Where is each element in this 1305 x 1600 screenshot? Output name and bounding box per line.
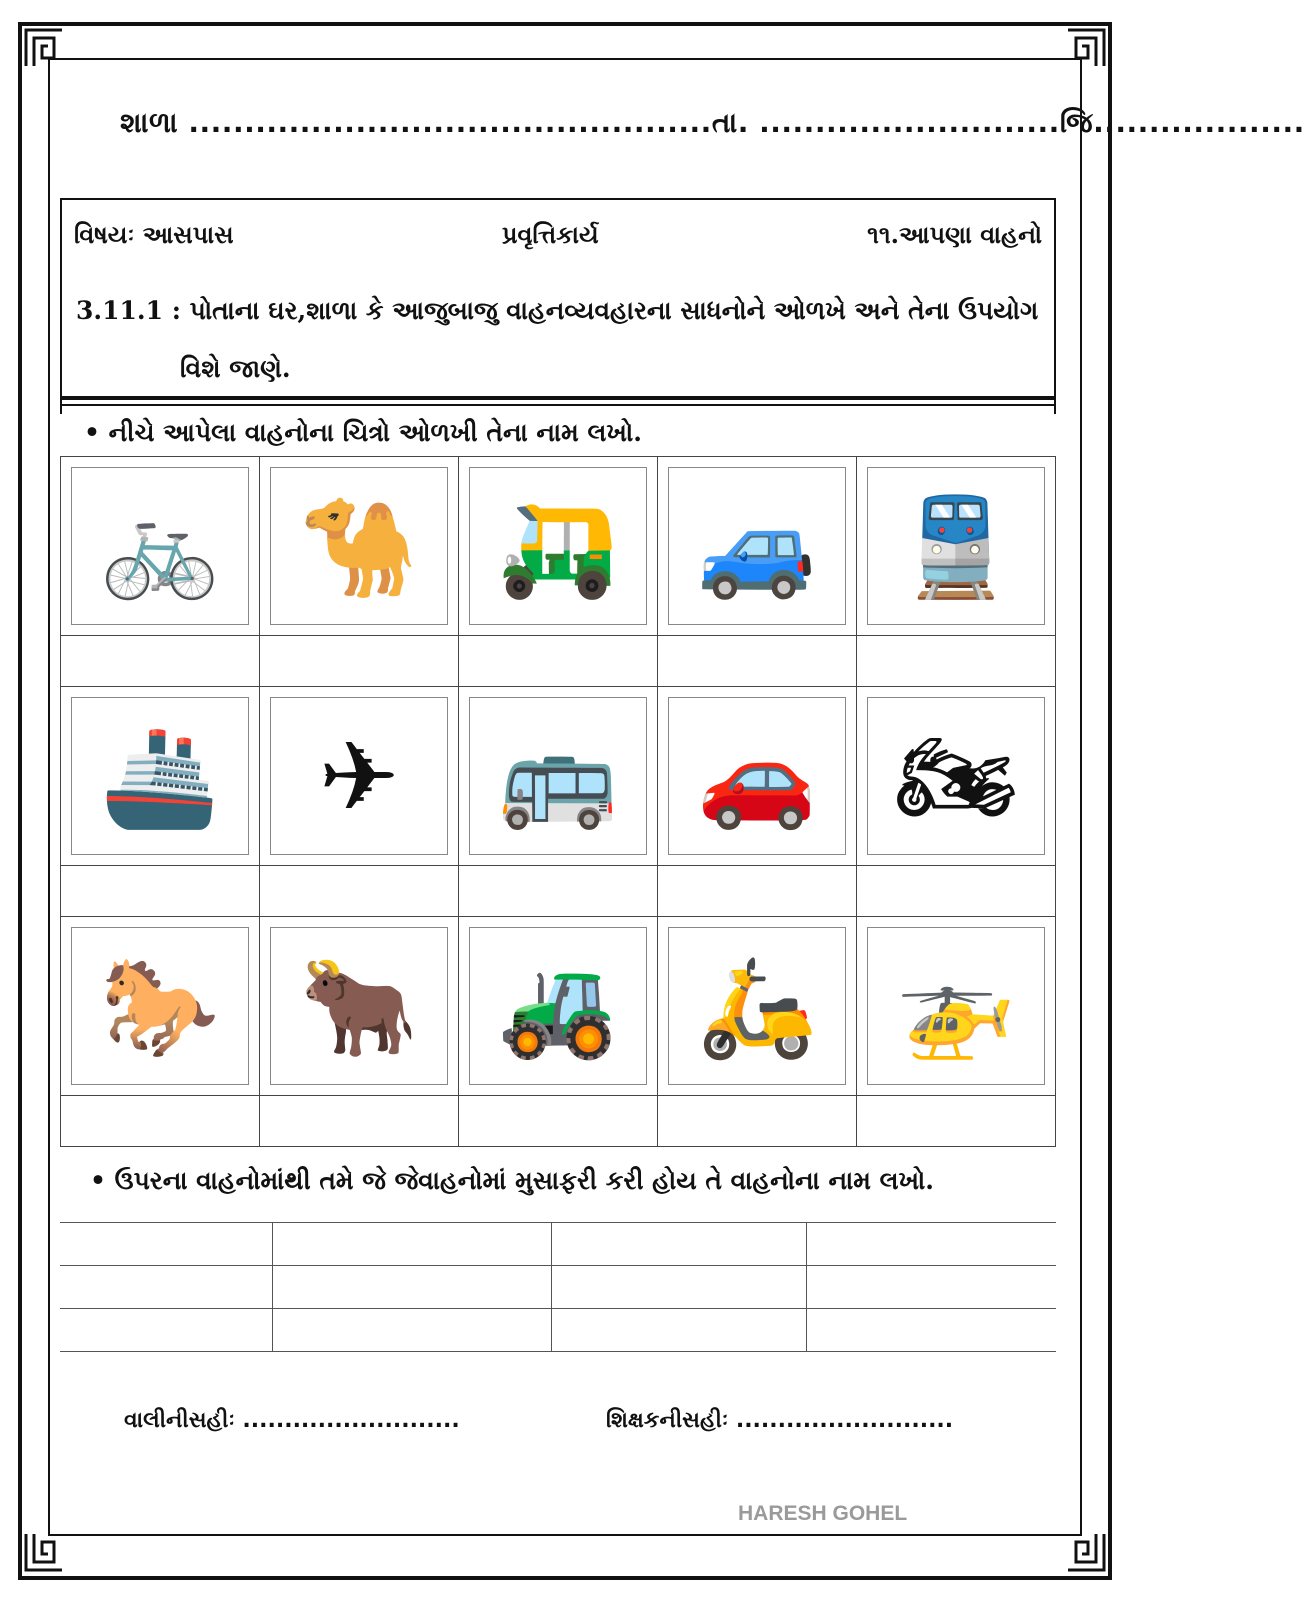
answer-lines <box>60 1222 1056 1352</box>
divider <box>60 396 1056 400</box>
vehicle-picture-cell <box>857 687 1056 866</box>
vehicle-picture-cell <box>857 917 1056 1096</box>
task-2-instruction: • ઉપરના વાહનોમાંથી તમે જે જેવાહનોમાં મુસાફરી કરી હોય તે વાહનોના નામ લખો. <box>90 1166 934 1195</box>
vehicle-name-answer-cell[interactable] <box>658 866 857 917</box>
vehicle-name-answer-cell[interactable] <box>459 866 658 917</box>
helicopter-icon: 🚁 <box>867 927 1045 1085</box>
corner-ornament-icon <box>1066 1532 1106 1572</box>
vehicle-picture-cell <box>658 917 857 1096</box>
vehicle-picture-cell <box>459 687 658 866</box>
vehicle-picture-cell <box>459 457 658 636</box>
vehicle-picture-cell <box>260 917 459 1096</box>
vehicle-picture-cell <box>61 457 260 636</box>
answer-cell[interactable] <box>552 1266 807 1309</box>
task-1-instruction: • નીચે આપેલા વાહનોના ચિત્રો ઓળખી તેના નામ લખો. <box>84 418 642 447</box>
watermark: HARESH GOHEL <box>738 1502 908 1525</box>
vehicle-name-answer-cell[interactable] <box>459 1096 658 1147</box>
corner-ornament-icon <box>24 28 64 68</box>
vehicle-name-answer-cell[interactable] <box>857 636 1056 687</box>
answer-cell[interactable] <box>807 1223 1057 1266</box>
chapter-label: ૧૧.આપણા વાહનો <box>867 220 1042 249</box>
answer-cell[interactable] <box>60 1309 273 1352</box>
answer-cell[interactable] <box>552 1223 807 1266</box>
vehicle-name-answer-cell[interactable] <box>658 636 857 687</box>
outcome-line-2: વિશે જાણે. <box>180 354 291 383</box>
activity-label: પ્રવૃત્તિકાર્ય <box>501 220 599 249</box>
vehicle-picture-cell <box>658 457 857 636</box>
vehicle-name-answer-cell[interactable] <box>260 1096 459 1147</box>
vehicle-name-answer-cell[interactable] <box>857 1096 1056 1147</box>
bullock-cart-icon: 🐂 <box>270 927 448 1085</box>
divider <box>60 404 1056 406</box>
vehicle-name-answer-cell[interactable] <box>61 1096 260 1147</box>
learning-outcome <box>76 282 1040 398</box>
scooter-icon: 🛵 <box>668 927 846 1085</box>
vehicle-grid <box>60 456 1056 1147</box>
bicycle-icon: 🚲 <box>71 467 249 625</box>
answer-cell[interactable] <box>552 1309 807 1352</box>
vehicle-picture-cell <box>459 917 658 1096</box>
car-icon: 🚗 <box>668 697 846 855</box>
vehicle-picture-cell <box>857 457 1056 636</box>
parent-signature: વાલીનીસહીઃ .......................... <box>124 1408 460 1433</box>
vehicle-name-answer-cell[interactable] <box>260 636 459 687</box>
answer-cell[interactable] <box>60 1266 273 1309</box>
vehicle-picture-cell <box>260 457 459 636</box>
answer-cell[interactable] <box>273 1266 552 1309</box>
jeep-icon: 🚙 <box>668 467 846 625</box>
tractor-icon: 🚜 <box>469 927 647 1085</box>
vehicle-picture-cell <box>658 687 857 866</box>
motorcycle-icon: 🏍 <box>867 697 1045 855</box>
answer-cell[interactable] <box>807 1309 1057 1352</box>
info-box <box>60 198 1056 414</box>
vehicle-picture-cell <box>260 687 459 866</box>
camel-cart-icon: 🐪 <box>270 467 448 625</box>
vehicle-name-answer-cell[interactable] <box>658 1096 857 1147</box>
outcome-line-1: 3.11.1 : પોતાના ઘર,શાળા કે આજુબાજુ વાહનવ્યવહારના સાધનોને ઓળખે અને તેના ઉપયોગ <box>76 296 1039 325</box>
subject-label: વિષયઃ આસપાસ <box>74 220 234 249</box>
train-icon: 🚆 <box>867 467 1045 625</box>
corner-ornament-icon <box>24 1532 64 1572</box>
vehicle-name-answer-cell[interactable] <box>857 866 1056 917</box>
airplane-icon: ✈ <box>270 697 448 855</box>
auto-rickshaw-icon: 🛺 <box>469 467 647 625</box>
answer-cell[interactable] <box>273 1309 552 1352</box>
answer-cell[interactable] <box>60 1223 273 1266</box>
teacher-signature: શિક્ષકનીસહીઃ .......................... <box>606 1408 954 1433</box>
vehicle-name-answer-cell[interactable] <box>61 866 260 917</box>
corner-ornament-icon <box>1066 28 1106 68</box>
school-details-line: શાળા ...............................................તા. ...........................જિ................... <box>120 106 1305 139</box>
bus-icon: 🚌 <box>469 697 647 855</box>
vehicle-picture-cell <box>61 687 260 866</box>
answer-cell[interactable] <box>273 1223 552 1266</box>
horse-cart-icon: 🐎 <box>71 927 249 1085</box>
vehicle-picture-cell <box>61 917 260 1096</box>
ship-icon: 🚢 <box>71 697 249 855</box>
vehicle-name-answer-cell[interactable] <box>61 636 260 687</box>
vehicle-name-answer-cell[interactable] <box>459 636 658 687</box>
answer-cell[interactable] <box>807 1266 1057 1309</box>
vehicle-name-answer-cell[interactable] <box>260 866 459 917</box>
